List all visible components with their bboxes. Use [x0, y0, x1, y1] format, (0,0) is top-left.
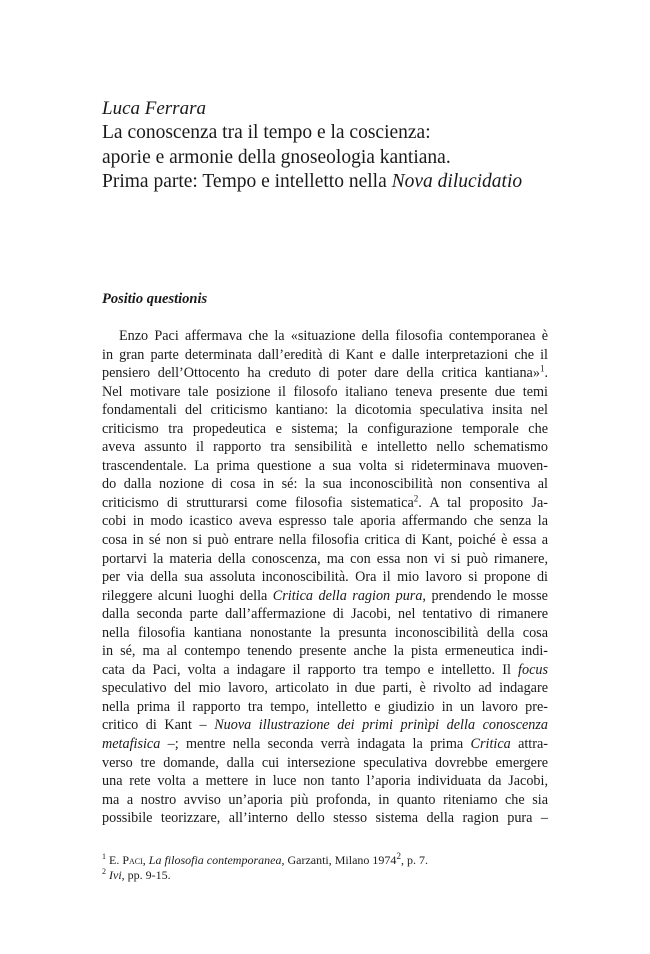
body-text — [102, 327, 548, 828]
body-line: in sé, ma al contempo tenendo presente anche la pista ermeneutica indi- — [102, 643, 548, 660]
body-line — [102, 716, 548, 735]
body-line: per via della sua assoluta inconoscibilità. Ora il mio lavoro si propone di — [102, 569, 548, 586]
body-line: cobi in modo icastico aveva espresso tale aporia affermando che senza la — [102, 513, 548, 530]
body-line-text: rileggere alcuni luoghi della — [102, 587, 273, 604]
footnote-2-ref: Ivi — [109, 868, 122, 882]
body-line-text: pensiero dell’Ottocento ha creduto di poter dare della critica kantiana» — [102, 365, 540, 382]
footnote-text: , — [142, 853, 149, 867]
body-line-text: . — [544, 365, 548, 382]
body-line — [102, 364, 548, 383]
body-line: una rete volta a mettere in luce non tanto l’aporia individuata da Jacobi, — [102, 773, 548, 790]
footnote-text: , Garzanti, Milano 1974 — [281, 853, 397, 867]
body-line — [102, 587, 548, 606]
article-title — [102, 121, 562, 195]
body-line: cosa in sé non si può entrare nella filosofia critica di Kant, poiché è essa a — [102, 532, 548, 549]
body-line: dalla seconda parte dall’affermazione di Jacobi, nel tentativo di rimanere — [102, 606, 548, 623]
author-name: Luca Ferrara — [102, 98, 206, 119]
body-line — [102, 661, 548, 680]
body-line-text: critico di Kant – — [102, 717, 215, 734]
footnote-2 — [102, 868, 548, 883]
body-line — [102, 494, 548, 513]
footnote-1 — [102, 853, 548, 868]
italic-term: focus — [518, 661, 548, 678]
body-line: criticismo tra propedeutica e sistema; la configurazione temporale che — [102, 420, 548, 437]
footnote-ref-2: 2 — [413, 493, 419, 504]
footnotes — [102, 853, 548, 883]
body-line: fondamentali del criticismo kantiano: la dicotomia speculativa insita nel — [102, 402, 548, 419]
body-line: in gran parte determinata dall’eredità di Kant e dalle interpretazioni che il — [102, 346, 548, 363]
body-line-text: , prendendo le mosse — [422, 587, 548, 604]
footnote-1-mark: 1 — [102, 852, 106, 861]
title-line-3 — [102, 170, 562, 195]
title-line-3-work: Nova dilucidatio — [391, 171, 523, 192]
body-line: trascendentale. La prima questione a sua volta si rideterminava muoven- — [102, 457, 548, 474]
body-line-text: –; mentre nella seconda verrà indagata la prima — [160, 736, 471, 753]
body-line: portarvi la materia della conoscenza, ma con essa non vi si può rimanere, — [102, 550, 548, 567]
body-line: Nel motivare tale posizione il filosofo italiano teneva presente due temi — [102, 383, 548, 400]
body-line: verso tre domande, dalla cui intersezione speculativa dovrebbe emergere — [102, 754, 548, 771]
footnote-2-mark: 2 — [102, 867, 106, 876]
body-line-text: attra- — [510, 736, 548, 753]
cited-work-title: Critica — [470, 736, 511, 753]
footnote-1-author: E. Paci — [109, 853, 143, 867]
body-line: do dalla nozione di cosa in sé: la sua inconoscibilità non consentiva al — [102, 476, 548, 493]
body-line-text: . A tal proposito Ja- — [418, 494, 548, 511]
body-line: ma a nostro avviso un’aporia più profonda, in quanto riteniamo che sia — [102, 791, 548, 808]
title-line-3-prefix: Prima parte: Tempo e intelletto nella — [102, 171, 392, 192]
footnote-1-title: La filosofia contemporanea — [148, 853, 282, 867]
body-line: Enzo Paci affermava che la «situazione della filosofia contemporanea è — [119, 328, 548, 344]
body-line: nella prima il rapporto tra tempo, intelletto e giudizio in un lavoro pre- — [102, 698, 548, 715]
body-line: speculativo del mio lavoro, articolato in due parti, è rivolto ad indagare — [102, 680, 548, 697]
body-line-text: criticismo di strutturarsi come filosofia sistematica — [102, 494, 414, 511]
body-line-text: cata da Paci, volta a indagare il rapporto tra tempo e intelletto. Il — [102, 661, 519, 678]
cited-work-title: metafisica — [102, 736, 161, 753]
body-line: possibile teorizzare, all’interno dello stesso sistema della ragion pura – — [102, 810, 548, 827]
body-line: nella filosofia kantiana nonostante la presunta inconoscibilità della cosa — [102, 624, 548, 641]
title-line-2: aporie e armonie della gnoseologia kantiana. — [102, 146, 451, 168]
footnote-text: , p. 7. — [400, 853, 428, 867]
section-heading: Positio questionis — [102, 291, 208, 307]
footnote-text: , pp. 9-15. — [121, 868, 171, 882]
body-line — [102, 735, 548, 754]
footnote-1-edition: 2 — [396, 851, 401, 861]
body-line: aveva assunto il rapporto tra sensibilità e intelletto nello schematismo — [102, 439, 548, 456]
footnote-ref-1: 1 — [539, 363, 545, 374]
cited-work-title: Nuova illustrazione dei primi prinìpi della conoscenza — [214, 717, 548, 734]
title-line-1: La conoscenza tra il tempo e la coscienza: — [102, 122, 431, 143]
cited-work-title: Critica della ragion pura — [272, 587, 423, 604]
